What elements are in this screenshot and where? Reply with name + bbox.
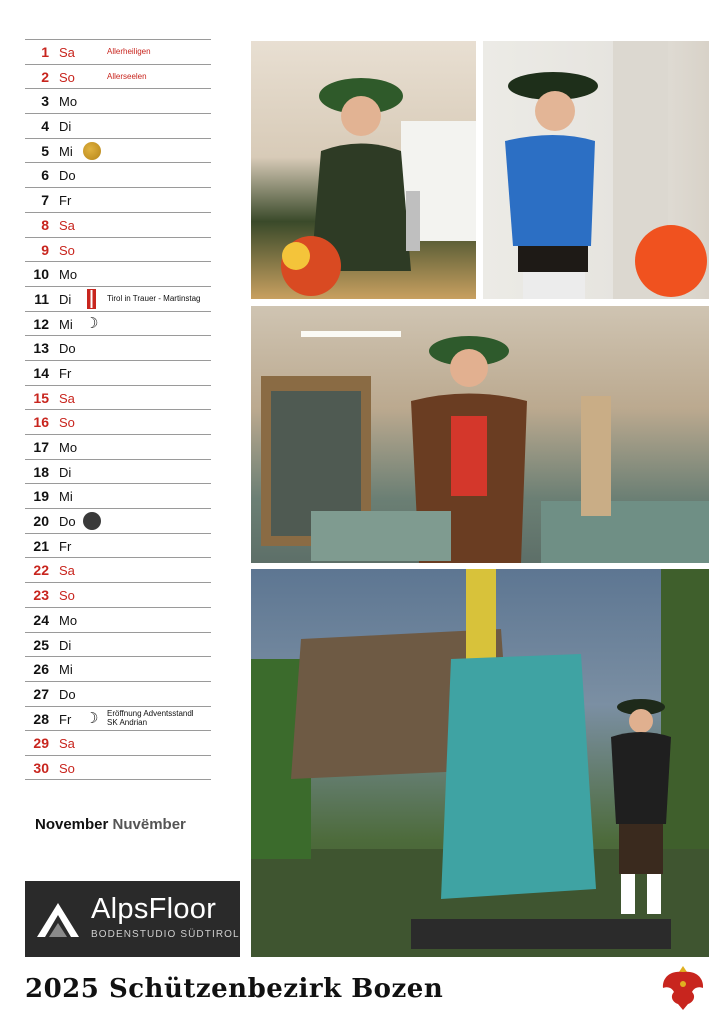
day-number: 6 (41, 167, 49, 184)
photo-2-illustration (483, 41, 709, 299)
calendar-row (25, 730, 211, 755)
weekday: Mi (59, 143, 73, 159)
day-number: 17 (33, 439, 49, 455)
calendar-row (25, 557, 211, 582)
day-note-line: SK Andrian (107, 717, 148, 727)
photo-schuetze-excavator (251, 569, 709, 957)
weekday: Fr (59, 711, 72, 727)
weekday: So (59, 760, 75, 776)
sponsor-name: AlpsFloor (91, 893, 217, 925)
month-name-ladin: Nuvëmber (112, 816, 186, 833)
day-number: 24 (33, 611, 49, 628)
month-name-german: November (35, 816, 109, 833)
weekday: Sa (59, 736, 75, 752)
footer-year: 2025 (25, 974, 100, 1004)
calendar-row (25, 237, 211, 262)
day-number: 15 (33, 389, 49, 406)
full-moon-icon (83, 142, 101, 160)
weekday: Mi (59, 489, 73, 505)
calendar-row (25, 434, 211, 459)
day-number: 2 (41, 68, 49, 85)
weekday: Mi (59, 316, 73, 332)
weekday: Do (59, 168, 76, 184)
weekday: Fr (59, 193, 72, 209)
photo-4-illustration (251, 569, 709, 957)
weekday: Mo (59, 612, 78, 628)
calendar-row (25, 286, 211, 311)
day-number: 7 (41, 192, 49, 209)
calendar-row (25, 755, 211, 780)
weekday: Fr (59, 365, 72, 381)
photo-man-blue-shirt (483, 41, 709, 299)
weekday: So (59, 242, 75, 258)
weekday: Mo (59, 94, 78, 110)
footer-title (25, 974, 443, 1004)
calendar-row (25, 39, 211, 64)
weekday: Fr (59, 538, 72, 554)
calendar-row (25, 582, 211, 607)
weekday: Sa (59, 45, 75, 60)
weekday: Do (59, 514, 76, 530)
calendar-row (25, 409, 211, 434)
day-number: 28 (33, 710, 49, 727)
weekday: Sa (59, 390, 75, 406)
day-number: 11 (34, 290, 49, 307)
calendar-row (25, 681, 211, 706)
day-note-line: Allerseelen (107, 71, 147, 81)
day-number: 18 (33, 463, 49, 480)
day-number: 14 (33, 364, 49, 381)
day-number: 4 (41, 118, 49, 135)
weekday: Di (59, 637, 72, 653)
day-number: 3 (41, 93, 49, 110)
day-number: 9 (41, 241, 49, 258)
day-number: 16 (33, 414, 49, 431)
photo-schuetze-beer-tap (251, 41, 476, 299)
day-number: 27 (33, 685, 49, 702)
footer-organization: Schützenbezirk Bozen (108, 974, 444, 1004)
weekday: Do (59, 686, 76, 702)
calendar-row (25, 385, 211, 410)
day-number: 25 (33, 636, 49, 653)
weekday: Di (59, 464, 72, 480)
sponsor-tagline: BODENSTUDIO SÜDTIROL (91, 929, 240, 940)
weekday: Do (59, 341, 76, 357)
calendar-row (25, 632, 211, 657)
weekday: So (59, 588, 75, 604)
calendar-row (25, 113, 211, 138)
calendar-row (25, 508, 211, 533)
calendar-row (25, 459, 211, 484)
weekday: So (59, 415, 75, 431)
day-number: 20 (33, 513, 49, 530)
mountain-logo-icon (35, 897, 81, 941)
calendar-row (25, 360, 211, 385)
sponsor-logo (25, 881, 240, 957)
weekday: Di (59, 119, 72, 135)
calendar-row (25, 656, 211, 681)
day-number: 19 (33, 488, 49, 505)
crescent-moon-icon: ☽ (85, 709, 99, 727)
day-number: 22 (33, 562, 49, 579)
day-note (107, 709, 194, 727)
photo-3-illustration (251, 306, 709, 563)
calendar-row (25, 88, 211, 113)
day-number: 30 (33, 759, 49, 776)
calendar-row (25, 187, 211, 212)
weekday: Mo (59, 440, 78, 455)
calendar-row (25, 533, 211, 558)
day-number: 23 (33, 587, 49, 604)
calendar-row (25, 607, 211, 632)
calendar-row (25, 483, 211, 508)
weekday: So (59, 69, 75, 85)
new-moon-icon (83, 512, 101, 530)
calendar-row (25, 311, 211, 336)
day-note-line: Tirol in Trauer - Martinstag (107, 293, 201, 303)
day-number: 1 (41, 44, 49, 60)
day-number: 21 (33, 537, 49, 554)
month-title (35, 816, 186, 833)
day-number: 26 (33, 661, 49, 678)
day-note-line: Eröffnung Adventsstandl (107, 708, 194, 718)
photo-1-illustration (251, 41, 476, 299)
day-number: 8 (41, 216, 49, 233)
weekday: Di (59, 291, 72, 307)
weekday: Sa (59, 563, 75, 579)
calendar-row (25, 162, 211, 187)
day-number: 29 (33, 735, 49, 752)
calendar-row (25, 335, 211, 360)
day-number: 5 (41, 142, 49, 159)
day-note (107, 47, 151, 56)
calendar-row (25, 64, 211, 89)
calendar-row (25, 138, 211, 163)
calendar-row (25, 706, 211, 731)
day-number: 12 (33, 315, 49, 332)
day-note (107, 294, 201, 303)
day-note (107, 72, 147, 81)
weekday: Mi (59, 662, 73, 678)
calendar-list (25, 39, 211, 780)
calendar-row (25, 212, 211, 237)
weekday: Sa (59, 217, 75, 233)
day-number: 13 (33, 340, 49, 357)
day-number: 10 (33, 266, 49, 283)
weekday: Mo (59, 267, 78, 283)
tyrol-flag-icon (87, 289, 96, 309)
day-note-line: Allerheiligen (107, 47, 151, 56)
photo-schuetze-workshop (251, 306, 709, 563)
calendar-row (25, 261, 211, 286)
crescent-moon-icon: ☽ (85, 314, 99, 332)
tyrolean-eagle-icon (660, 962, 706, 1012)
